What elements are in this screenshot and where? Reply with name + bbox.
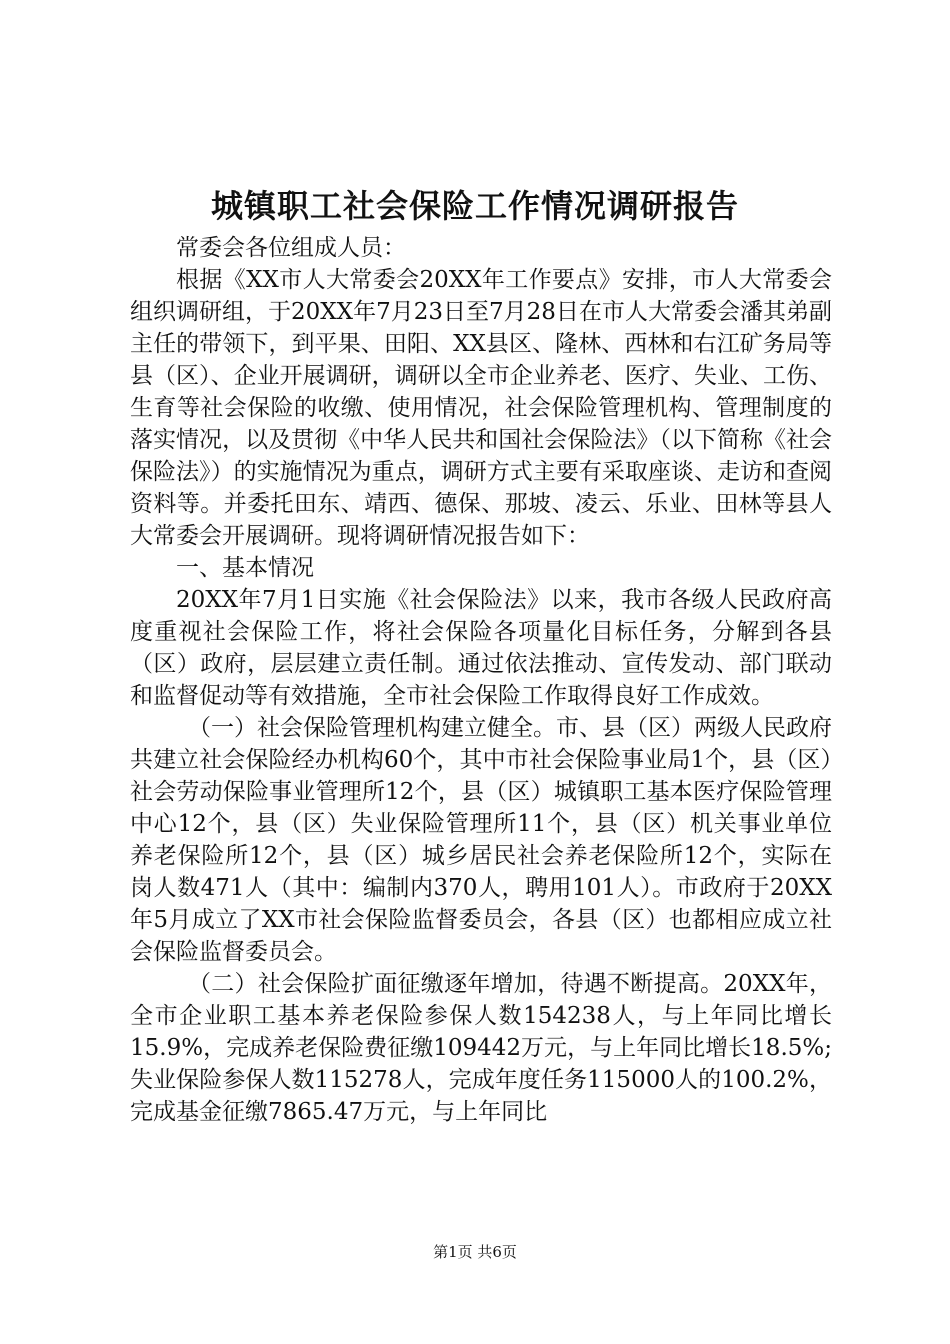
page-number: 第1页 共6页 — [433, 1243, 517, 1261]
paragraph-overview: 20XX年7月1日实施《社会保险法》以来，我市各级人民政府高度重视社会保险工作，将社会保险各项量化目标任务，分解到各县（区）政府，层层建立责任制。通过依法推动、宣传发动、部门联动和监督促动等有效措施，全市社会保险工作取得良好工作成效。 — [130, 587, 832, 709]
paragraph-intro: 根据《XX市人大常委会20XX年工作要点》安排，市人大常委会组织调研组，于20XX年7月23日至7月28日在市人大常委会潘其弟副主任的带领下，到平果、田阳、XX县区、隆林、西林和右江矿务局等县（区）、企业开展调研，调研以全市企业养老、医疗、失业、工伤、生育等社会保险的收缴、使用情况，社会保险管理机构、管理制度的落实情况，以及贯彻《中华人民共和国社会保险法》（以下简称《社会保险法》）的实施情况为重点，调研方式主要有采取座谈、走访和查阅资料等。并委托田东、靖西、德保、那坡、凌云、乐业、田林等县人大常委会开展调研。现将调研情况报告如下： — [130, 267, 832, 549]
paragraph-item-1: （一）社会保险管理机构建立健全。市、县（区）两级人民政府共建立社会保险经办机构60个，其中市社会保险事业局1个，县（区）社会劳动保险事业管理所12个，县（区）城镇职工基本医疗保险管理中心12个，县（区）失业保险管理所11个，县（区）机关事业单位养老保险所12个，县（区）城乡居民社会养老保险所12个，实际在岗人数471人（其中：编制内370人，聘用101人）。市政府于20XX年5月成立了XX市社会保险监督委员会，各县（区）也都相应成立社会保险监督委员会。 — [130, 715, 832, 965]
section-heading-basic-situation: 一、基本情况 — [176, 555, 314, 581]
salutation: 常委会各位组成人员： — [176, 235, 406, 261]
document-body — [130, 232, 832, 1128]
paragraph-item-2: （二）社会保险扩面征缴逐年增加，待遇不断提高。20XX年，全市企业职工基本养老保险参保人数154238人，与上年同比增长15.9%，完成养老保险费征缴109442万元，与上年同比增长18.5%;失业保险参保人数115278人，完成年度任务115000人的100.2%，完成基金征缴7865.47万元，与上年同比 — [130, 971, 832, 1125]
document-title: 城镇职工社会保险工作情况调研报告 — [210, 187, 739, 225]
